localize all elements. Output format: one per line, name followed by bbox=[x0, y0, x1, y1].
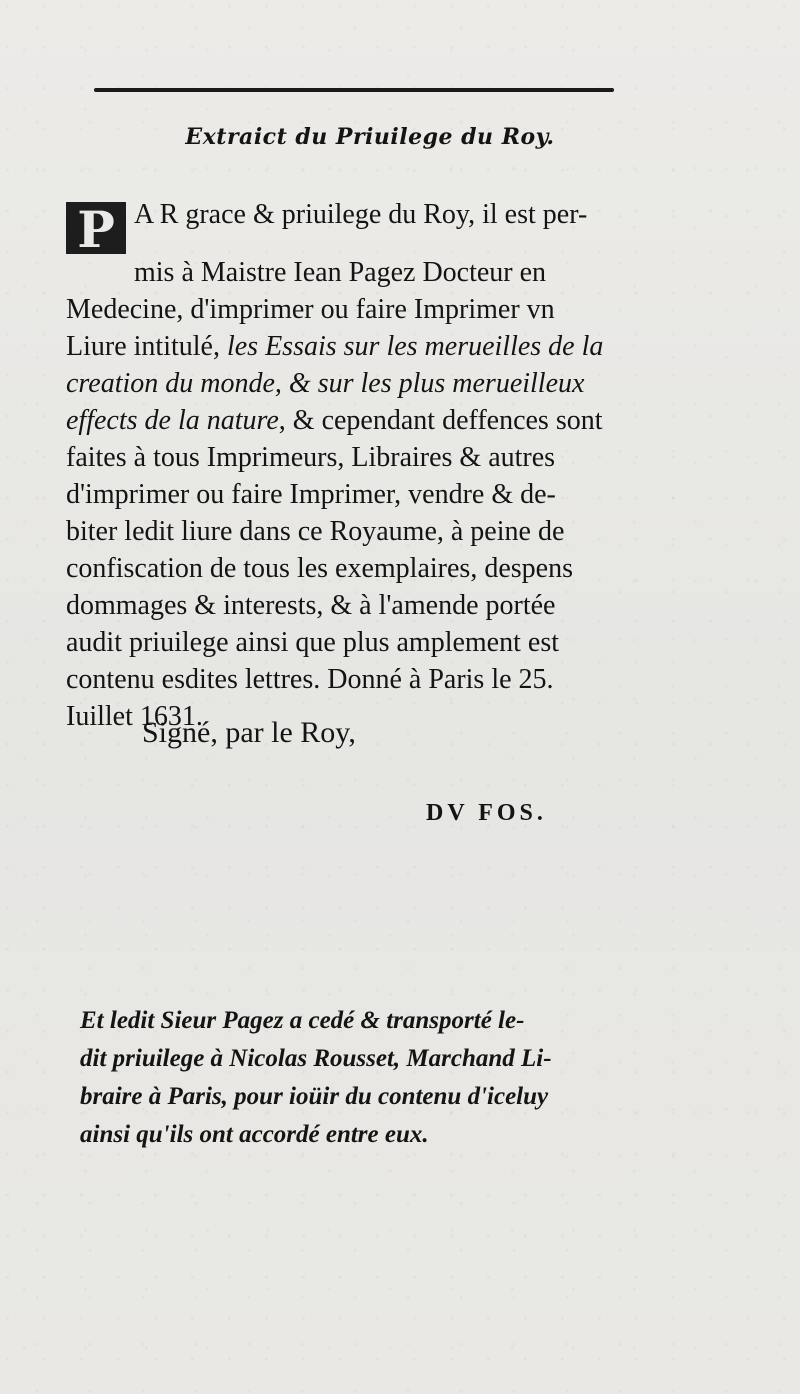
text-line: P A R grace & priuilege du Roy, il est per- bbox=[66, 196, 676, 254]
text-line: dommages & interests, & à l'amende portée bbox=[66, 590, 556, 621]
text-line: mis à Maistre Iean Pagez Docteur en bbox=[134, 257, 547, 288]
signed-by-king: Signé, par le Roy, bbox=[142, 716, 356, 749]
text-line: Medecine, d'imprimer ou faire Imprimer vn bbox=[66, 294, 555, 325]
privilege-text bbox=[66, 196, 676, 735]
text-line: contenu esdites lettres. Donné à Paris le 25. bbox=[66, 664, 554, 695]
text-line: ainsi qu'ils ont accordé entre eux. bbox=[80, 1121, 429, 1148]
text-line: audit priuilege ainsi que plus amplement est bbox=[66, 627, 559, 658]
text-line: d'imprimer ou faire Imprimer, vendre & de- bbox=[66, 479, 556, 510]
text-line: confiscation de tous les exemplaires, despens bbox=[66, 553, 573, 584]
text-line: braire à Paris, pour ioüir du contenu d'iceluy bbox=[80, 1083, 549, 1110]
text-line: Liure intitulé, les Essais sur les merueilles de la bbox=[66, 331, 604, 362]
book-title-part: les Essais sur les merueilles de la bbox=[226, 331, 604, 362]
text-line: biter ledit liure dans ce Royaume, à peine de bbox=[66, 516, 565, 547]
page-heading: Extraict du Priuilege du Roy. bbox=[185, 124, 555, 150]
text-line: Et ledit Sieur Pagez a cedé & transporté le- bbox=[80, 1007, 525, 1034]
cession-note bbox=[80, 1002, 680, 1154]
text-line: faites à tous Imprimeurs, Libraires & autres bbox=[66, 442, 556, 473]
drop-cap: P bbox=[66, 202, 126, 254]
text-line: Iuillet 1631. bbox=[66, 701, 203, 732]
text-line: effects de la nature, & cependant deffences sont bbox=[66, 405, 603, 436]
header-rule bbox=[94, 88, 614, 92]
text-line: dit priuilege à Nicolas Rousset, Marchand Li- bbox=[80, 1045, 552, 1072]
book-title-part: effects de la nature bbox=[66, 405, 279, 436]
book-title-part: creation du monde, & sur les plus merueilleux bbox=[66, 368, 585, 399]
signer-name: DV FOS. bbox=[426, 800, 547, 826]
